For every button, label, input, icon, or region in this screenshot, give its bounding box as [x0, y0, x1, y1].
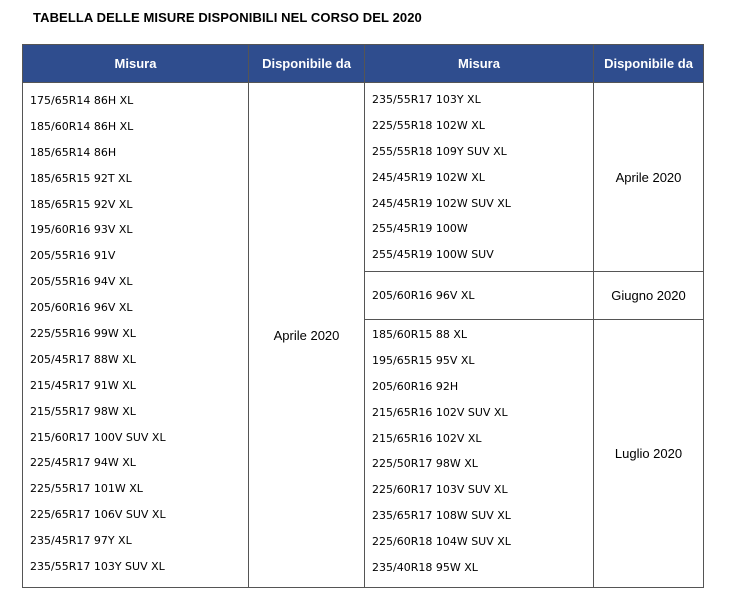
tire-size-item: 185/65R15 92T XL — [30, 171, 132, 185]
tire-size-item: 225/55R17 101W XL — [30, 482, 143, 496]
left-size-list — [23, 83, 249, 588]
tire-size-item: 235/55R17 103Y SUV XL — [30, 560, 165, 574]
tire-size-item: 235/45R17 97Y XL — [30, 534, 132, 548]
header-disponibile-left: Disponibile da — [249, 45, 365, 83]
tire-size-item: 235/55R17 103Y XL — [372, 93, 481, 106]
page-title: TABELLA DELLE MISURE DISPONIBILI NEL CORSO DEL 2020 — [33, 10, 422, 25]
tire-size-item: 185/65R14 86H — [30, 145, 117, 159]
right-size-list-3 — [365, 320, 594, 588]
tire-size-item: 255/45R19 100W SUV — [372, 248, 494, 262]
tire-size-item: 215/45R17 91W XL — [30, 378, 136, 392]
tire-size-item: 215/60R17 100V SUV XL — [30, 430, 166, 444]
tire-size-item: 225/60R18 104W SUV XL — [372, 535, 511, 549]
tire-size-item: 235/65R17 108W SUV XL — [372, 509, 511, 523]
tire-size-item: 205/60R16 96V XL — [30, 301, 133, 315]
tire-size-item: 205/60R16 96V XL — [372, 288, 475, 302]
tire-size-item: 225/45R17 94W XL — [30, 456, 136, 470]
header-misura-left: Misura — [23, 45, 249, 83]
tire-size-item: 245/45R19 102W SUV XL — [372, 196, 511, 210]
tire-size-item: 175/65R14 86H XL — [30, 94, 134, 107]
tire-size-item: 195/65R15 95V XL — [372, 353, 475, 367]
tire-size-item: 235/40R18 95W XL — [372, 561, 478, 575]
right-available-date-1: Aprile 2020 — [594, 83, 704, 272]
tire-size-item: 215/55R17 98W XL — [30, 404, 136, 418]
tire-size-item: 215/65R16 102V SUV XL — [372, 405, 508, 419]
tire-size-item: 205/55R16 94V XL — [30, 275, 133, 289]
tire-size-item: 225/50R17 98W XL — [372, 457, 478, 471]
tire-size-item: 255/55R18 109Y SUV XL — [372, 144, 507, 158]
tire-size-item: 225/55R16 99W XL — [30, 327, 136, 341]
right-available-date-3: Luglio 2020 — [594, 320, 704, 588]
tire-size-item: 185/60R15 88 XL — [372, 328, 467, 341]
tire-size-item: 195/60R16 93V XL — [30, 223, 133, 237]
sizes-table — [22, 44, 704, 588]
tire-size-item: 225/55R18 102W XL — [372, 118, 485, 132]
tire-size-item: 225/60R17 103V SUV XL — [372, 483, 508, 497]
tire-size-item: 205/45R17 88W XL — [30, 352, 136, 366]
tire-size-item: 205/55R16 91V — [30, 249, 116, 263]
tire-size-item: 255/45R19 100W — [372, 222, 468, 236]
tire-size-item: 245/45R19 102W XL — [372, 170, 485, 184]
tire-size-item: 225/65R17 106V SUV XL — [30, 508, 166, 522]
tire-size-item: 205/60R16 92H — [372, 379, 459, 393]
header-misura-right: Misura — [365, 45, 594, 83]
header-disponibile-right: Disponibile da — [594, 45, 704, 83]
tire-size-item: 215/65R16 102V XL — [372, 431, 482, 445]
right-size-list-1 — [365, 83, 594, 272]
header-row — [23, 45, 704, 83]
left-available-date: Aprile 2020 — [249, 83, 365, 588]
tire-size-item: 185/60R14 86H XL — [30, 119, 134, 133]
right-size-list-2 — [365, 272, 594, 320]
right-available-date-2: Giugno 2020 — [594, 272, 704, 320]
tire-size-item: 185/65R15 92V XL — [30, 197, 133, 211]
